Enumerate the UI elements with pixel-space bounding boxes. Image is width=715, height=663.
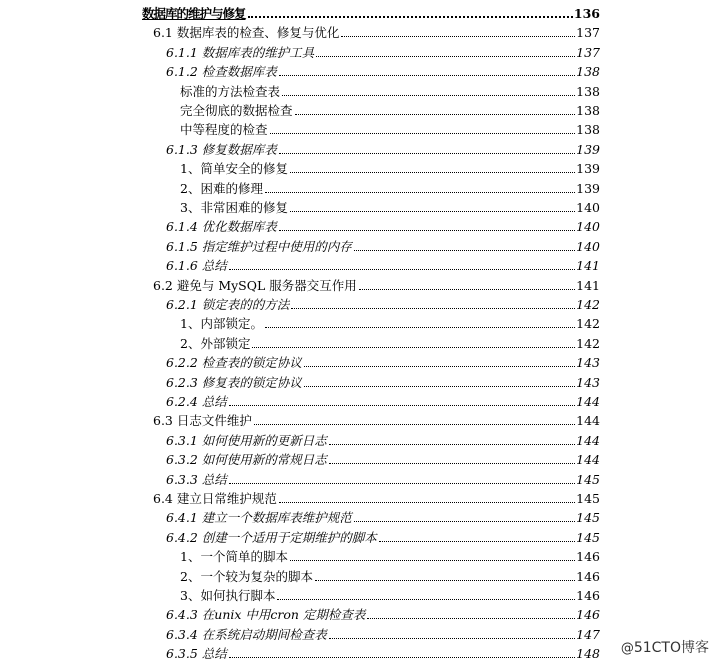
toc-entry[interactable] (142, 2, 600, 21)
toc-entry-page: 145 (576, 471, 600, 487)
toc-entry-page: 145 (576, 491, 600, 506)
toc-entry-page: 146 (576, 549, 600, 565)
toc-entry-title: 6.4.1 建立一个数据库表维护规范 (166, 510, 352, 526)
toc-entry[interactable] (166, 603, 600, 622)
toc-entry-title: 6.1 数据库表的检查、修复与优化 (153, 25, 340, 41)
toc-entry[interactable] (166, 371, 600, 390)
toc-entry-title: 6.1.3 修复数据库表 (166, 141, 277, 157)
toc-entry-title: 1、简单安全的修复 (180, 161, 288, 177)
dot-leader (279, 502, 575, 503)
toc-entry[interactable] (166, 41, 600, 60)
toc-entry-title: 2、一个较为复杂的脚本 (180, 568, 313, 584)
dot-leader (270, 133, 576, 134)
toc-entry[interactable] (166, 215, 600, 234)
toc-entry-page: 142 (576, 316, 600, 332)
toc-entry[interactable] (180, 196, 600, 215)
toc-entry-title: 完全彻底的数据检查 (180, 103, 293, 118)
toc-entry-page: 146 (576, 607, 600, 623)
dot-leader (229, 405, 575, 406)
toc-entry-title: 6.3.2 如何使用新的常规日志 (166, 452, 327, 468)
toc-entry-title: 6.4 建立日常维护规范 (153, 491, 277, 506)
dot-leader (304, 366, 575, 367)
dot-leader (304, 386, 575, 387)
toc-entry-page: 142 (576, 335, 600, 351)
toc-entry-page: 141 (576, 258, 600, 274)
toc-entry-page: 143 (576, 355, 600, 371)
dot-leader (315, 580, 575, 581)
toc-entry-page: 146 (576, 568, 600, 584)
toc-entry-page: 145 (576, 510, 600, 526)
toc-entry-page: 144 (576, 452, 600, 468)
toc-entry[interactable] (153, 409, 600, 428)
toc-entry[interactable] (153, 274, 600, 293)
toc-entry-title: 6.3.3 总结 (166, 471, 227, 487)
dot-leader (329, 444, 575, 445)
dot-leader (291, 308, 575, 309)
dot-leader (290, 211, 575, 212)
dot-leader (229, 269, 575, 270)
toc-entry[interactable] (166, 60, 600, 79)
toc-entry[interactable] (180, 312, 600, 331)
toc-entry-title: 中等程度的检查 (180, 122, 268, 138)
toc-entry[interactable] (180, 177, 600, 196)
dot-leader (329, 638, 575, 639)
dot-leader (354, 521, 575, 522)
toc-entry-page: 139 (576, 161, 600, 177)
toc-entry-page: 140 (576, 219, 600, 235)
dot-leader (359, 289, 575, 290)
toc-entry-page: 138 (576, 64, 600, 80)
toc-entry[interactable] (166, 235, 600, 254)
toc-entry[interactable] (180, 332, 600, 351)
toc-entry-title: 6.3.1 如何使用新的更新日志 (166, 432, 327, 448)
toc-entry-title: 数据库的维护与修复 (142, 6, 246, 21)
toc-entry-page: 136 (573, 6, 600, 21)
toc-entry-title: 6.4.2 创建一个适用于定期维护的脚本 (166, 529, 377, 545)
toc-entry-title: 6.1.2 检查数据库表 (166, 64, 277, 80)
toc-entry-title: 1、一个简单的脚本 (180, 549, 288, 565)
toc-entry-title: 3、如何执行脚本 (180, 588, 276, 603)
dot-leader (367, 618, 575, 619)
toc-entry-page: 139 (576, 141, 600, 157)
toc-entry-page: 144 (576, 394, 600, 409)
toc-entry-title: 6.2.2 检查表的锁定协议 (166, 355, 302, 371)
toc-entry[interactable] (180, 80, 600, 99)
toc-entry-title: 6.1.1 数据库表的维护工具 (166, 44, 315, 60)
dot-leader (279, 75, 575, 76)
dot-leader (265, 327, 575, 328)
toc-entry-page: 138 (576, 83, 600, 99)
dot-leader (316, 56, 575, 57)
toc-entry[interactable] (180, 118, 600, 137)
toc-entry-page: 140 (576, 238, 600, 254)
toc-entry-page: 147 (576, 626, 600, 642)
toc-entry-page: 141 (576, 277, 600, 293)
toc-entry-title: 6.2.1 锁定表的的方法 (166, 297, 290, 312)
toc-entry[interactable] (180, 584, 600, 603)
dot-leader (379, 541, 575, 542)
dot-leader (265, 192, 575, 193)
dot-leader (248, 16, 573, 18)
toc-entry-title: 2、外部锁定 (180, 335, 251, 351)
toc-entry-title: 6.4.3 在unix 中用cron 定期检查表 (166, 607, 366, 623)
dot-leader (229, 657, 575, 658)
watermark-text: 51CTO博客 (633, 640, 709, 656)
dot-leader (329, 463, 575, 464)
toc-entry[interactable] (166, 526, 600, 545)
watermark (619, 637, 711, 657)
toc-entry[interactable] (166, 429, 600, 448)
toc-entry-title: 6.2.3 修复表的锁定协议 (166, 374, 302, 390)
toc-entry-title: 6.3.4 在系统启动期间检查表 (166, 626, 327, 642)
dot-leader (354, 250, 575, 251)
toc-entry-title: 3、非常困难的修复 (180, 200, 288, 215)
dot-leader (279, 153, 575, 154)
toc-entry-page: 148 (576, 646, 600, 662)
toc-entry-title: 1、内部锁定。 (180, 316, 263, 332)
toc-entry[interactable] (153, 487, 600, 506)
toc-entry-title: 6.1.4 优化数据库表 (166, 219, 277, 235)
dot-leader (341, 36, 575, 37)
toc-entry[interactable] (166, 642, 600, 661)
toc-entry[interactable] (166, 390, 600, 409)
toc-entry[interactable] (166, 506, 600, 525)
toc-entry-page: 139 (576, 180, 600, 196)
toc-entry-page: 138 (576, 122, 600, 138)
toc-entry[interactable] (166, 138, 600, 157)
toc-entry-title: 6.2 避免与 MySQL 服务器交互作用 (153, 277, 357, 293)
toc-entry[interactable] (166, 293, 600, 312)
toc-entry-page: 144 (576, 432, 600, 448)
dot-leader (252, 347, 575, 348)
toc-entry[interactable] (180, 157, 600, 176)
toc-entry[interactable] (166, 468, 600, 487)
toc-entry-title: 标准的方法检查表 (180, 83, 281, 99)
dot-leader (282, 95, 575, 96)
toc-entry-page: 145 (576, 529, 600, 545)
toc-entry-page: 140 (576, 200, 600, 215)
toc-entry-title: 6.1.6 总结 (166, 258, 227, 274)
toc-entry-page: 138 (576, 103, 600, 118)
dot-leader (290, 560, 575, 561)
toc-entry[interactable] (180, 545, 600, 564)
toc-entry[interactable] (166, 254, 600, 273)
toc-entry-page: 144 (576, 413, 600, 429)
dot-leader (295, 114, 576, 115)
toc-entry-page: 142 (576, 297, 600, 312)
dot-leader (229, 483, 575, 484)
toc-entry-page: 137 (576, 44, 600, 60)
toc-entry[interactable] (166, 623, 600, 642)
toc-entry-title: 6.3 日志文件维护 (153, 413, 252, 429)
toc-entry[interactable] (166, 448, 600, 467)
toc-entry[interactable] (153, 21, 600, 40)
toc-entry-title: 6.2.4 总结 (166, 394, 227, 409)
toc-entry[interactable] (166, 351, 600, 370)
toc-entry-title: 2、困难的修理 (180, 180, 263, 196)
toc-entry-page: 143 (576, 374, 600, 390)
dot-leader (290, 172, 575, 173)
toc-entry-title: 6.1.5 指定维护过程中使用的内存 (166, 238, 352, 254)
dot-leader (254, 424, 575, 425)
toc-entry[interactable] (180, 99, 600, 118)
watermark-at: @ (620, 641, 634, 656)
dot-leader (277, 599, 575, 600)
dot-leader (279, 230, 575, 231)
toc-entry-title: 6.3.5 总结 (166, 646, 227, 662)
toc-entry-page: 137 (576, 25, 600, 41)
toc-entry[interactable] (180, 565, 600, 584)
toc-entry-page: 146 (576, 588, 600, 603)
